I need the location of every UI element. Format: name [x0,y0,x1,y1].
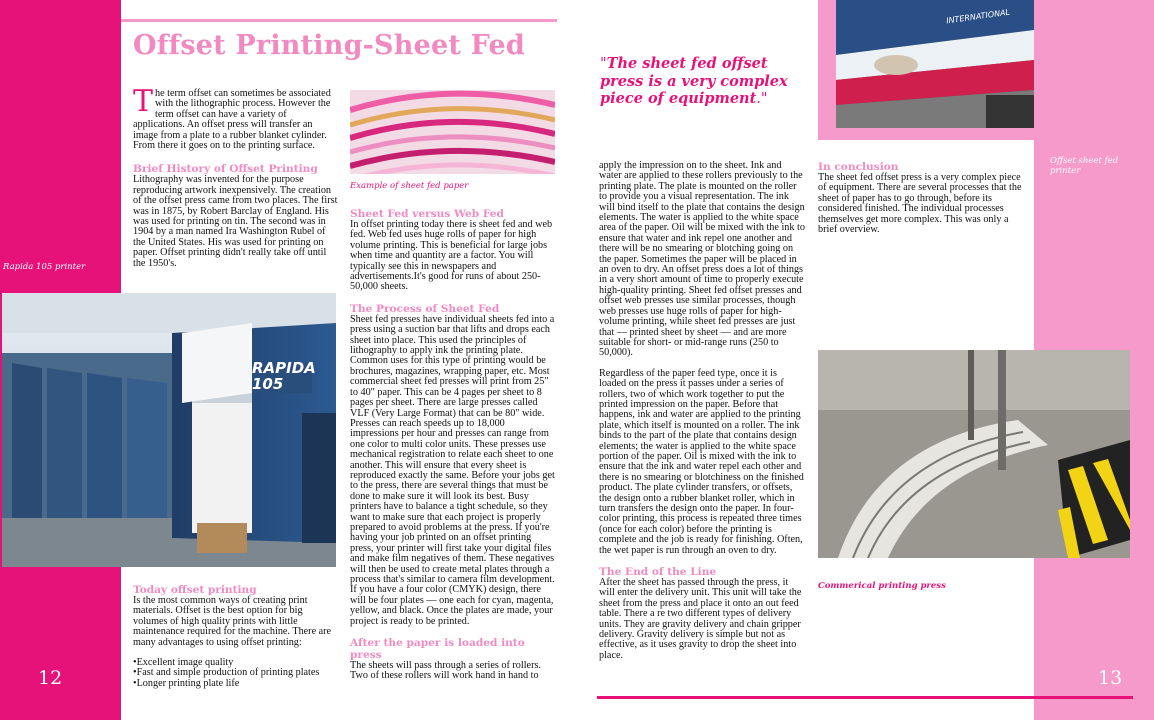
quote-text: The sheet fed offset press is a very complex piece of equipment [600,55,788,107]
left-col-1-bottom [133,584,338,689]
page-number-right: 13 [1098,667,1123,689]
right-col-1 [599,161,806,661]
end-heading: The End of the Line [599,566,717,579]
pull-quote [600,55,800,108]
drop-cap: T [133,84,154,119]
process-heading: The Process of Sheet Fed [350,302,500,315]
intro-text: he term offset can sometimes be associated with the lithographic process. However the term offset can have a variety of applications. An offset press will transfer an image from a plate to a rubber blanket cylinder. From there it goes on to the printing surface. [133,88,331,152]
sheet-paper-photo [350,90,555,174]
title-rule [121,19,557,22]
end-text: After the sheet has passed through the press, it will enter the delivery unit. This unit will take the sheet from the press and place it onto an out feed table. There a re two different types of delivery units. They are gravity delivery and chain gripper delivery. Gravity delivery is simple but not as effective, as it uses gravity to drop the sheet into place. [599,577,802,661]
process-text: Sheet fed presses have individual sheets fed into a press using a suction bar that lifts and drops each sheet into place. This used the principles of lithography to apply ink the printing plate. Common uses for this type of printing would be brochures, magazines, wrapping paper, etc. Most commercial sheet fed presses will print from 25" to 40" paper. This can be 4 pages per sheet to 8 pages per sheet. There are large presses called VLF (Very Large Format) that can be 80" wide. Presses can reach speeds up to 18,000 impressions per hour and presses can range from one color to multi color units. These presses use mechanical registration to relate each sheet to one another. This will ensure that every sheet is reproduced exactly the same. Before your jobs get to the press, there are several things that must be done to make sure it will look its best. Busy printers have to balance a tight schedule, so they want to make sure that each project is properly prepared to avoid problems at the press. If you're having your job printed on an offset printing press, your printer will first take your digital files and make film negatives of them. These negatives will then be used to create metal plates through a process that's similar to camera film development. If you have a four color (CMYK) design, there will be four plates — one each for cyan, magenta, yellow, and black. Once the plates are made, your project is ready to be printed. [350,313,555,627]
history-heading: Brief History of Offset Printing [133,163,318,176]
after-text: The sheets will pass through a series of rollers. Two of these rollers will work hand in hand to [350,660,541,682]
conclusion-heading: In conclusion [818,161,899,173]
delivery-press-photo [818,350,1130,558]
roller-text: INTERNATIONAL [945,7,1011,26]
right-col-2 [818,161,1026,235]
list-item: • Longer printing plate life [133,679,338,689]
advantages-list [133,658,338,689]
roller-photo [836,0,1034,128]
after-heading: After the paper is loaded into press [350,637,525,662]
left-col-1 [133,84,338,269]
conclusion-text: The sheet fed offset press is a very complex piece of equipment. There are several processes that the sheet of paper has to go through, before its considered finished. The individual processes themselves get more complex. This was only a brief overview. [818,172,1022,236]
page-title: Offset Printing-Sheet Fed [133,30,525,61]
rapida-press-photo [2,293,336,567]
list-item: • Fast and simple production of printing plates [133,668,338,678]
top-photo-caption: Offset sheet fed printer [1050,156,1119,176]
left-col-2 [350,208,555,682]
col1-text-b: Regardless of the paper feed type, once it is loaded on the press it passes under a series of rollers, two of which work together to put the printed impression on the paper. Before that happens, ink and water are applied to the printing plate, which itself is mounted on a roller. The ink binds to the part of the plate that contains design elements; the water is applied to the white space portion of the paper. Oil is mixed with the ink to ensure that the ink and water repel each other and there is no smearing or blotchiness on the finished product. The plate cylinder transfers, or offsets, the design onto a rubber blanket roller, which in turn transfers the design onto the paper. In four-color printing, this process is repeated three times (once for each color) before the printing is complete and the job is ready for finishing. Often, the wet paper is run through an oven to dry. [599,367,804,556]
intro-paragraph [133,84,338,152]
press-caption: Commerical printing press [818,581,946,591]
rapida-logo: RAPIDA 105 [252,359,316,393]
page-number-left: 12 [38,667,63,689]
rapida-caption: Rapida 105 printer [3,262,86,272]
quote-open: " [600,56,607,72]
quote-close: ." [756,91,768,107]
col1-text-a: apply the impression on to the sheet. Ink and water are applied to these rollers previously to the printing plate. The plate is mounted on the roller to provide you a visual representation. The ink will bind itself to the plate that contains the design elements. The water is applied to the white space area of the paper. Oil will be mixed with the ink to ensure that water and ink repel one another and there will be no smearing or blotching going on the paper. Sometimes the paper will be placed in an oven to dry. An offset press does a lot of things in a very short amount of time to properly execute high-quality printing. Sheet fed offset presses and offset web presses use similar processes, though web presses use huge rolls of paper for high-volume printing, while sheet fed presses are just that — printed sheet by sheet — and are more suitable for short- or mid-range runs (250 to 50,000). [599,160,805,359]
sheet-vs-web-text: In offset printing today there is sheet fed and web fed. Web fed uses huge rolls of paper for high volume printing. This is beneficial for large jobs when time and quantity are a factor. You will typically see this in newspapers and advertisements.It's good for runs of about 250-50,000 sheets. [350,219,553,293]
history-text: Lithography was invented for the purpose reproducing artwork inexpensively. The creation of the offset press came from two places. The first was in 1875, by Robert Barclay of England. His was used for printing on tin. The second was in 1904 by a man named Ira Washington Rubel of the United States. His was used for printing on paper. Offset printing didn't really take off until the 1950's. [133,174,338,269]
list-item: • Excellent image quality [133,658,338,668]
today-heading: Today offset printing [133,584,257,596]
paper-caption: Example of sheet fed paper [350,181,469,191]
sheet-vs-web-heading: Sheet Fed versus Web Fed [350,208,504,220]
bottom-rule [597,696,1133,699]
today-text: Is the most common ways of creating print materials. Offset is the best option for big volumes of high quality prints with little maintenance required for the machine. There are many advantages to using offset printing: [133,595,332,648]
